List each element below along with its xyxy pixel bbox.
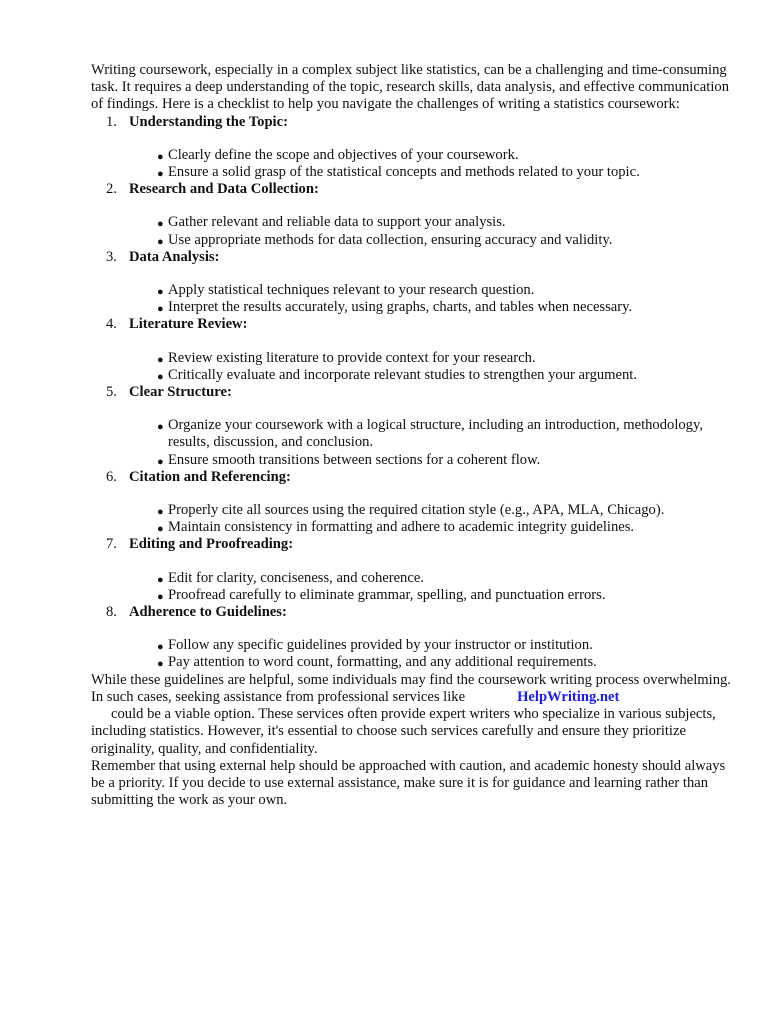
step-number: 7. — [106, 536, 117, 553]
bullet-icon: ● — [157, 353, 164, 366]
closing-line-2: overwhelming. In such cases, seeking assistance from professional services like — [91, 671, 731, 705]
step-items — [129, 502, 731, 536]
bullet-icon: ● — [157, 658, 164, 671]
list-item-text: Ensure smooth transitions between sections for a coherent flow. — [168, 451, 541, 468]
list-item-text: Interpret the results accurately, using graphs, charts, and tables when necessary. — [168, 299, 633, 316]
checklist-step — [91, 114, 731, 182]
list-item-text: Gather relevant and reliable data to support your analysis. — [168, 214, 506, 231]
bullet-icon: ● — [157, 590, 164, 603]
list-item — [129, 654, 731, 671]
helpwriting-link[interactable]: HelpWriting.net — [517, 688, 620, 705]
bullet-icon: ● — [157, 573, 164, 586]
list-item — [129, 367, 731, 384]
checklist-step — [91, 469, 731, 537]
step-items — [129, 214, 731, 248]
step-items — [129, 350, 731, 384]
checklist-step — [91, 316, 731, 384]
bullet-icon: ● — [157, 150, 164, 163]
bullet-icon: ● — [157, 286, 164, 299]
checklist — [91, 114, 731, 672]
step-number: 8. — [106, 604, 117, 621]
step-title: Adherence to Guidelines: — [129, 604, 287, 621]
step-items — [129, 417, 731, 469]
list-item — [129, 519, 731, 536]
list-item — [129, 232, 731, 249]
bullet-icon: ● — [157, 168, 164, 181]
checklist-step — [91, 536, 731, 604]
list-item-text: Pay attention to word count, formatting, and any additional requirements. — [168, 654, 597, 671]
list-item — [129, 299, 731, 316]
list-item-text: Edit for clarity, conciseness, and coherence. — [168, 569, 424, 586]
closing-paragraph — [91, 672, 731, 758]
list-item-text: Use appropriate methods for data collection, ensuring accuracy and validity. — [168, 231, 613, 248]
bullet-icon: ● — [157, 370, 164, 383]
list-item-text: Proofread carefully to eliminate grammar, spelling, and punctuation errors. — [168, 586, 606, 603]
list-item-text: Review existing literature to provide context for your research. — [168, 349, 536, 366]
step-title: Citation and Referencing: — [129, 468, 291, 485]
list-item — [129, 282, 731, 299]
step-number: 4. — [106, 316, 117, 333]
step-items — [129, 147, 731, 181]
list-item — [129, 417, 731, 451]
checklist-step — [91, 249, 731, 317]
step-number: 3. — [106, 248, 117, 265]
closing-line-3: could be a viable option. These services often provide expert writers who specialize in various subjects, including statistics. However, it's essential to choose such services carefully and ensure they prioritize originality, quality, and confidentiality. — [91, 706, 716, 757]
list-item — [129, 502, 731, 519]
step-items — [129, 637, 731, 671]
list-item-text: Maintain consistency in formatting and adhere to academic integrity guidelines. — [168, 519, 635, 536]
list-item — [129, 214, 731, 231]
final-paragraph: Remember that using external help should be approached with caution, and academic honesty should always be a priority. If you decide to use external assistance, make sure it is for guidance and learning rather than submitting the work as your own. — [91, 757, 726, 809]
list-item-text: Clearly define the scope and objectives of your coursework. — [168, 146, 519, 163]
step-title: Literature Review: — [129, 316, 248, 333]
checklist-step — [91, 181, 731, 249]
step-items — [129, 282, 731, 316]
list-item — [129, 164, 731, 181]
bullet-icon: ● — [157, 235, 164, 248]
bullet-icon: ● — [157, 218, 164, 231]
list-item-text: Apply statistical techniques relevant to your research question. — [168, 282, 535, 299]
intro-paragraph: Writing coursework, especially in a complex subject like statistics, can be a challenging and time-consuming task. It requires a deep understanding of the topic, research skills, data analysis, and effective communication of findings. Here is a checklist to help you navigate the challenges of writing a statistics coursework: — [91, 62, 729, 113]
step-title: Editing and Proofreading: — [129, 536, 294, 553]
list-item — [129, 452, 731, 469]
closing-line-1: While these guidelines are helpful, some individuals may find the coursework writing process — [91, 671, 640, 688]
step-title: Data Analysis: — [129, 248, 220, 265]
checklist-step — [91, 604, 731, 672]
step-number: 6. — [106, 468, 117, 485]
step-number: 5. — [106, 384, 117, 401]
list-item-text: Follow any specific guidelines provided by your instructor or institution. — [168, 637, 593, 654]
list-item — [129, 147, 731, 164]
step-title: Research and Data Collection: — [129, 181, 319, 198]
list-item — [129, 587, 731, 604]
list-item — [129, 350, 731, 367]
list-item-text: Organize your coursework with a logical structure, including an introduction, methodology, results, discussion, and conclusion. — [168, 417, 703, 451]
step-title: Understanding the Topic: — [129, 113, 288, 130]
bullet-icon: ● — [157, 523, 164, 536]
list-item — [129, 570, 731, 587]
bullet-icon: ● — [157, 455, 164, 468]
bullet-icon: ● — [157, 303, 164, 316]
step-items — [129, 570, 731, 604]
list-item-text: Critically evaluate and incorporate relevant studies to strengthen your argument. — [168, 366, 638, 383]
step-number: 2. — [106, 181, 117, 198]
step-number: 1. — [106, 113, 117, 130]
bullet-icon: ● — [157, 506, 164, 519]
list-item — [129, 637, 731, 654]
checklist-step — [91, 384, 731, 469]
list-item-text: Properly cite all sources using the required citation style (e.g., APA, MLA, Chicago). — [168, 502, 665, 519]
document-page — [91, 62, 731, 809]
step-title: Clear Structure: — [129, 384, 232, 401]
bullet-icon: ● — [157, 421, 164, 434]
bullet-icon: ● — [157, 641, 164, 654]
list-item-text: Ensure a solid grasp of the statistical concepts and methods related to your topic. — [168, 164, 640, 181]
